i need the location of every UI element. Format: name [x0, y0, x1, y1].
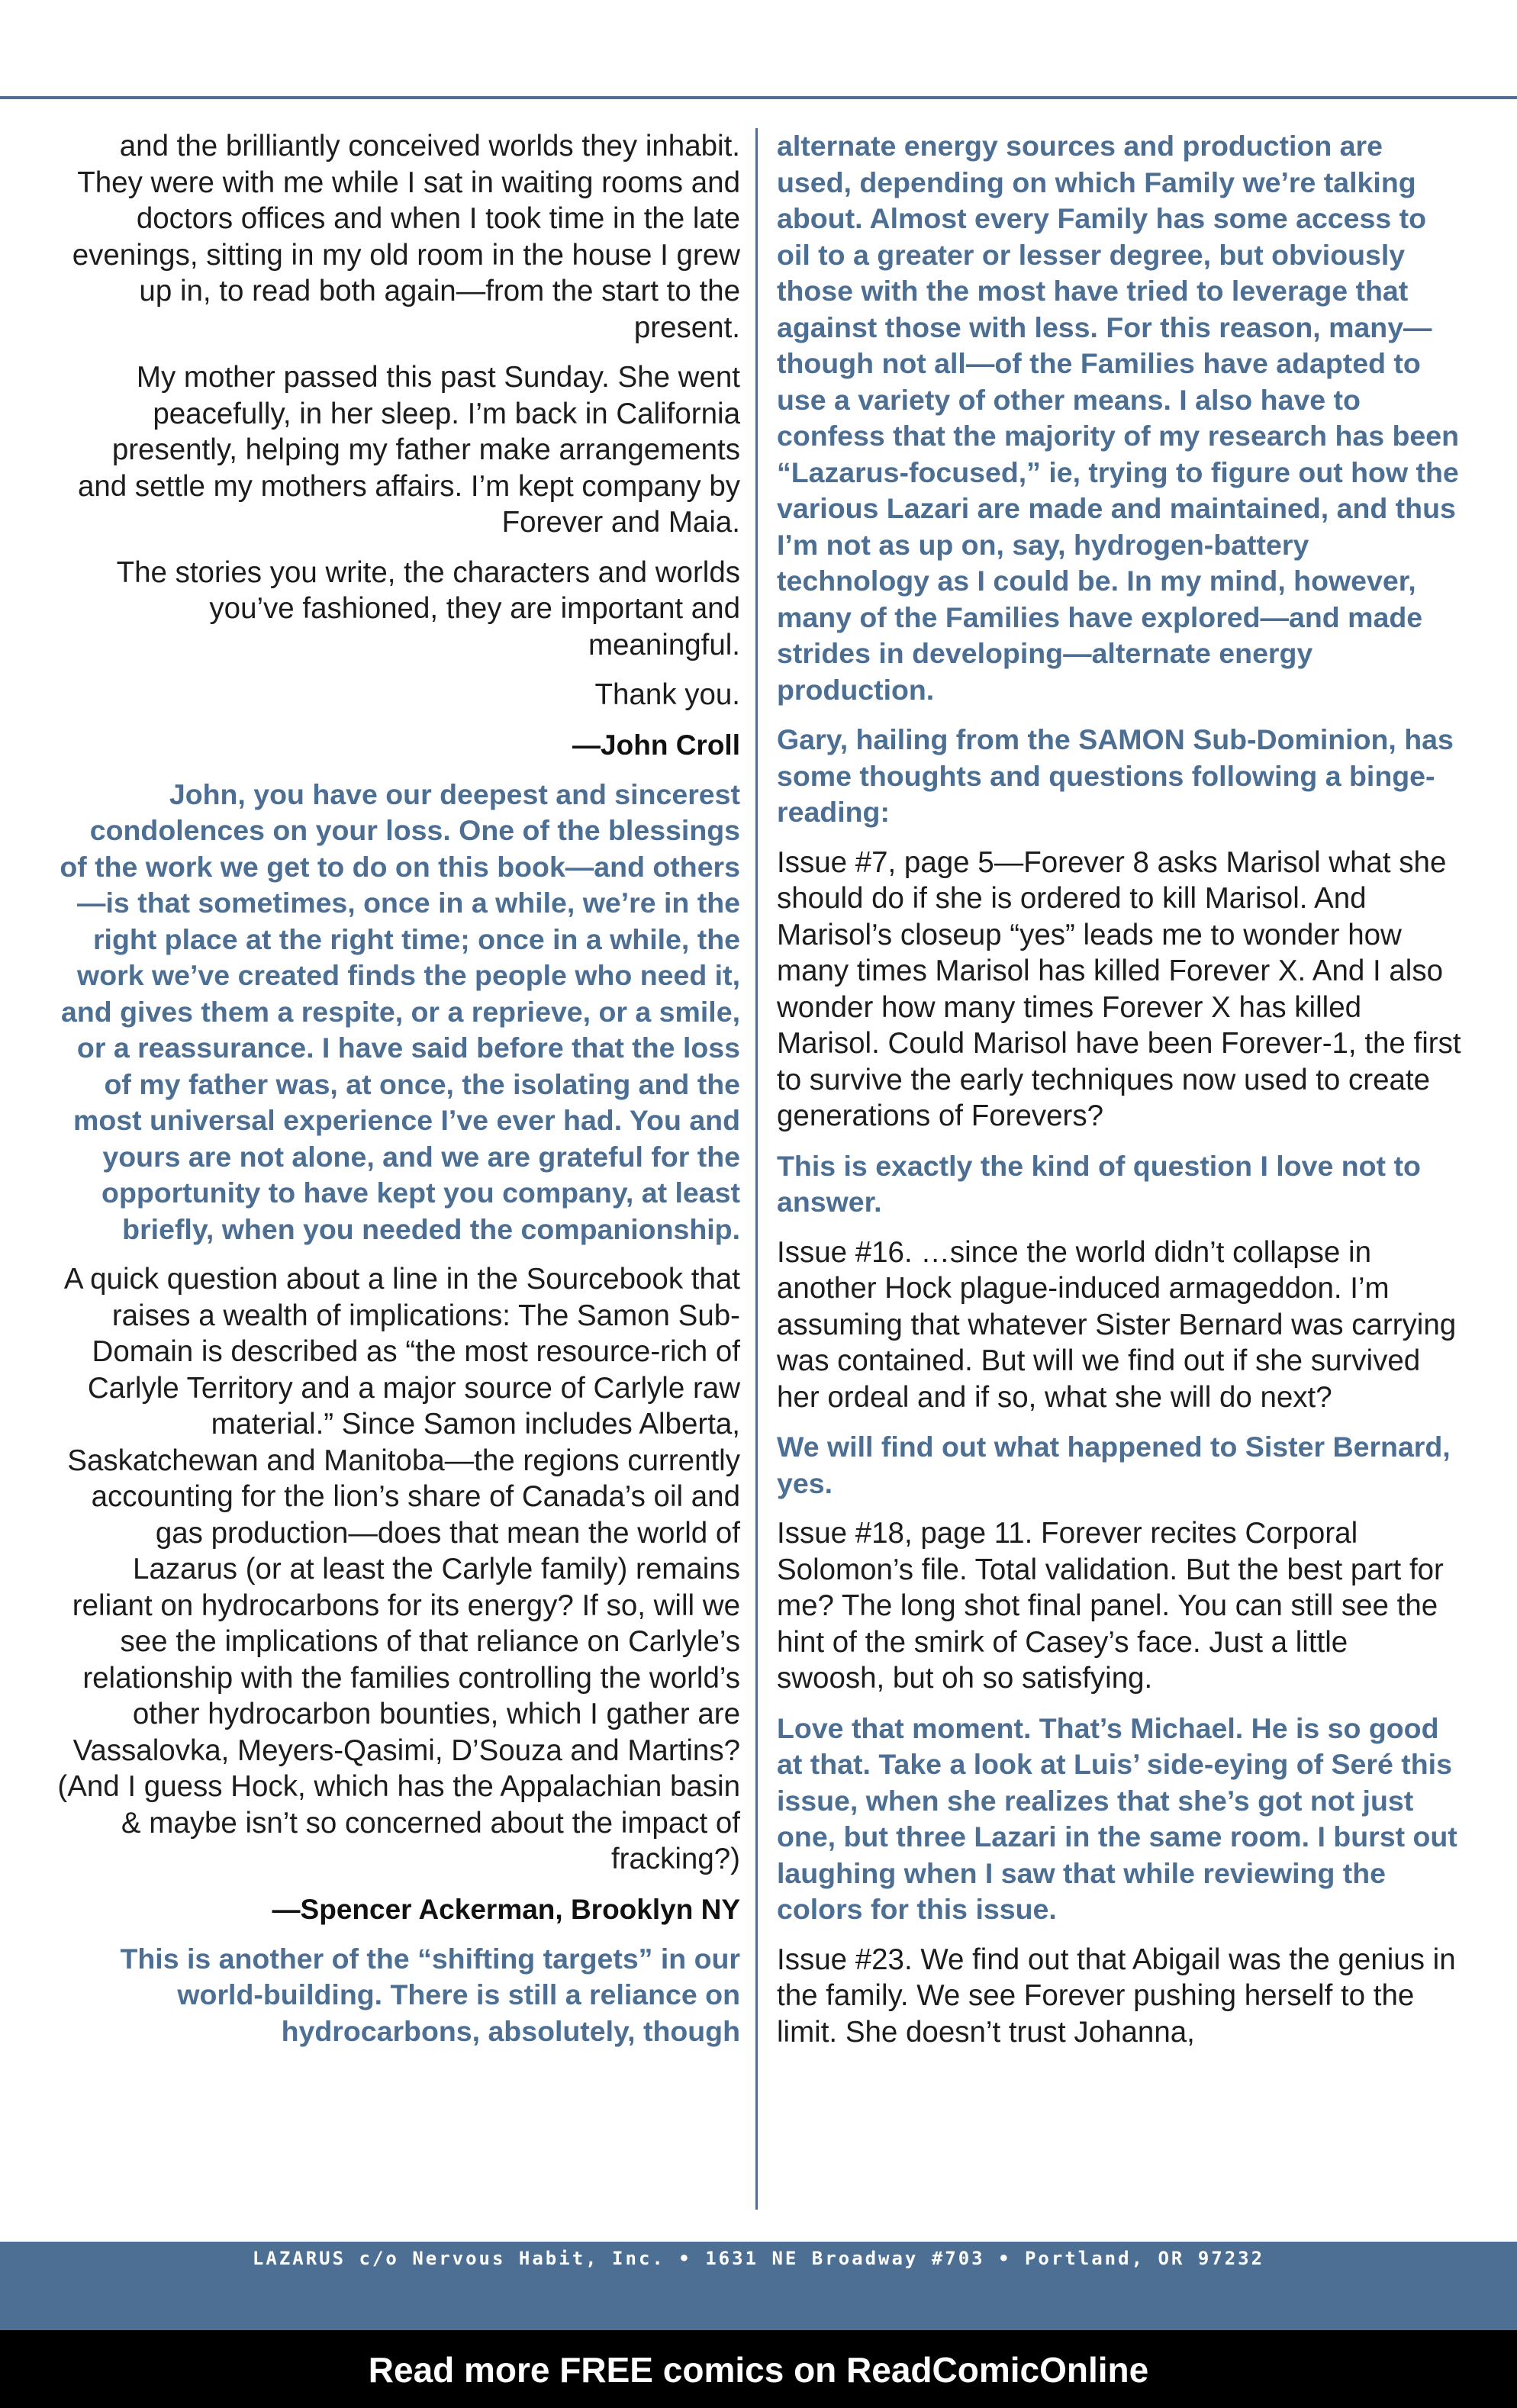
editor-reply: alternate energy sources and production are used, depending on which Family we’re talking about. Almost every Family has some access to oil to a greater or lesser degree, but obviously those with the most have tried to leverage that against those with less. For this reason, many—though not all—of the Families have adapted to use a variety of other means. I also have to confess that the majority of my research has been “Lazarus-focused,” ie, trying to figure out how the various Lazari are made and maintained, and thus I’m not as up on, say, hydrogen-battery technology as I could be. In my mind, however, many of the Families have explored—and made strides in developing—alternate energy production.: [777, 130, 1460, 706]
left-column: [55, 128, 740, 2208]
letter-paragraph: Issue #16. …since the world didn’t collapse in another Hock plague-induced armageddon. I’m assuming that whatever Sister Bernard was carrying was contained. But will we find out if she survived her ordeal and if so, what she will do next?: [777, 1235, 1457, 1414]
letter-paragraph: The stories you write, the characters and worlds you’ve fashioned, they are important and meaningful.: [116, 555, 740, 662]
editor-intro: Gary, hailing from the SAMON Sub-Dominion, has some thoughts and questions following a binge-reading:: [777, 723, 1454, 828]
editor-reply: This is another of the “shifting targets” in our world-building. There is still a reliance on hydrocarbons, absolutely, though: [120, 1942, 740, 2047]
letter-signature: —John Croll: [572, 729, 740, 761]
editor-reply: John, you have our deepest and sincerest condolences on your loss. One of the blessings of the work we get to do on this book—and others—is that sometimes, once in a while, we’re in the right place at the right time; once in a while, the work we’ve created finds the people who need it, and gives them a respite, or a reprieve, or a smile, or a reassurance. I have said before that the loss of my father was, at once, the isolating and the most universal experience I’ve ever had. You and yours are not alone, and we are grateful for the opportunity to have kept you company, at least briefly, when you needed the companionship.: [60, 777, 740, 1245]
column-divider: [755, 128, 758, 2210]
footer-address: LAZARUS c/o Nervous Habit, Inc. • 1631 NE Broadway #703 • Portland, OR 97232: [252, 2248, 1265, 2269]
letter-paragraph: A quick question about a line in the Sourcebook that raises a wealth of implications: The Samon Sub-Domain is described as “the most resource-rich of Carlyle Territory and a major source of Carlyle raw material.” Since Samon includes Alberta, Saskatchewan and Manitoba—the regions currently accounting for the lion’s share of Canada’s oil and gas production—does that mean the world of Lazarus (or at least the Carlyle family) remains reliant on hydrocarbons for its energy? If so, will we see the implications of that reliance on Carlyle’s relationship with the families controlling the world’s other hydrocarbon bounties, which I gather are Vassalovka, Meyers-Qasimi, D’Souza and Martins? (And I guess Hock, which has the Appalachian basin & maybe isn’t so concerned about the impact of fracking?): [57, 1263, 740, 1875]
promo-link[interactable]: Read more FREE comics on ReadComicOnline: [368, 2350, 1149, 2390]
letter-paragraph: Issue #18, page 11. Forever recites Corporal Solomon’s file. Total validation. But the best part for me? The long shot final panel. You can still see the hint of the smirk of Casey’s face. Just a little swoosh, but oh so satisfying.: [777, 1517, 1444, 1695]
editor-reply: We will find out what happened to Sister Bernard, yes.: [777, 1431, 1451, 1499]
letter-paragraph: Thank you.: [594, 678, 740, 711]
letter-signature: —Spencer Ackerman, Brooklyn NY: [272, 1893, 740, 1925]
letter-paragraph: Issue #23. We find out that Abigail was the genius in the family. We see Forever pushing herself to the limit. She doesn’t trust Johanna,: [777, 1943, 1456, 2049]
letter-paragraph: and the brilliantly conceived worlds they inhabit. They were with me while I sat in waiting rooms and doctors offices and when I took time in the late evenings, sitting in my old room in the house I grew up in, to read both again—from the start to the present.: [72, 130, 740, 344]
right-column: [777, 128, 1462, 2208]
editor-reply: This is exactly the kind of question I love not to answer.: [777, 1149, 1421, 1218]
editor-reply: Love that moment. That’s Michael. He is so good at that. Take a look at Luis’ side-eying of Seré this issue, when she realizes that she’s got not just one, but three Lazari in the same room. I burst out laughing when I saw that while reviewing the colors for this issue.: [777, 1711, 1457, 1925]
letter-paragraph: Issue #7, page 5—Forever 8 asks Marisol what she should do if she is ordered to kill Marisol. And Marisol’s closeup “yes” leads me to wonder how many times Marisol has killed Forever X. And I also wonder how many times Forever X has killed Marisol. Could Marisol have been Forever-1, the first to survive the early techniques now used to create generations of Forevers?: [777, 845, 1461, 1132]
top-rule: [0, 96, 1517, 99]
letter-paragraph: My mother passed this past Sunday. She went peacefully, in her sleep. I’m back in California presently, helping my father make arrangements and settle my mothers affairs. I’m kept company by Forever and Maia.: [77, 361, 740, 539]
